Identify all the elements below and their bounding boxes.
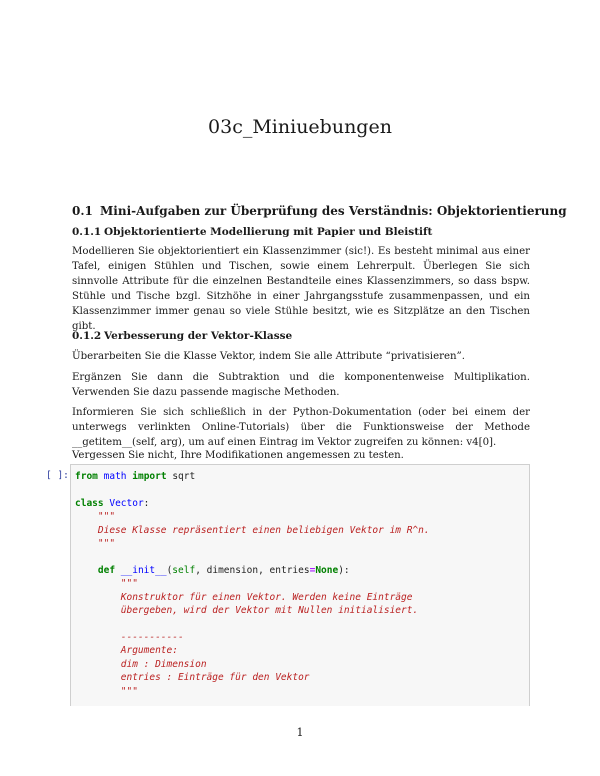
cell-prompt: [ ]: bbox=[46, 470, 69, 481]
section-number: 0.1 bbox=[72, 204, 93, 218]
import-name: sqrt bbox=[172, 471, 196, 482]
docstring-line: Konstruktor für einen Vektor. Werden keine Einträge bbox=[120, 591, 413, 603]
section-title: Mini-Aufgaben zur Überprüfung des Verständnis: Objektorientierung bbox=[100, 204, 567, 218]
paragraph-privatize: Überarbeiten Sie die Klasse Vektor, indem Sie alle Attribute “privatisieren”. bbox=[72, 351, 466, 362]
docstring-line: Argumente: bbox=[120, 645, 178, 657]
subsection-title-1: Objektorientierte Modellierung mit Papier und Bleistift bbox=[104, 226, 433, 238]
subsection-heading-2 bbox=[72, 330, 292, 342]
none-constant: None bbox=[315, 564, 339, 576]
docstring-line: ----------- bbox=[120, 631, 184, 643]
code-block: from math import sqrt class Vector: """ Diese Klasse repräsentiert einen beliebigen Vektor im R^n. """ def __init__(self, dimension, entries=None): """ Konstruktor für einen Vektor. Werden keine Einträge übergeben, wird der Vektor mit Nullen initialisiert. ----------- Argumente: dim : Dimension entries : Einträge für den Vektor """ bbox=[75, 471, 430, 697]
paragraph-testing: Vergessen Sie nicht, Ihre Modifikationen angemessen zu testen. bbox=[72, 450, 404, 461]
module-name: math bbox=[103, 471, 127, 482]
subsection-heading-1 bbox=[72, 226, 432, 238]
subsection-title-2: Verbesserung der Vektor-Klasse bbox=[104, 330, 293, 342]
section-heading bbox=[72, 204, 567, 218]
paragraph-magic-methods: Ergänzen Sie dann die Subtraktion und die komponentenweise Multiplikation. Verwenden Sie dazu passende magische Methoden. bbox=[72, 372, 530, 398]
kw-class: class bbox=[75, 497, 104, 509]
class-name: Vector bbox=[109, 497, 144, 509]
docstring-line: entries : Einträge für den Vektor bbox=[120, 672, 310, 684]
paragraph-classroom: Modellieren Sie objektorientiert ein Klassenzimmer (sic!). Es besteht minimal aus einer Tafel, einigen Stühlen und Tischen, sowie einem Lehrerpult. Überlegen Sie sich sinnvolle Attribute für die einzelnen Bestandteile eines Klassenzimmers, so dass bspw. Stühle und Tische bzgl. Sitzhöhe in einer Jahrgangsstufe zusammenpassen, und ein Klassenzimmer immer genau so viele Stühle besitzt, wie es Sitzplätze an den Tischen gibt. bbox=[72, 246, 530, 332]
self-param: self bbox=[172, 564, 196, 576]
document-title: 03c_Miniuebungen bbox=[208, 116, 392, 138]
docstring-line: dim : Dimension bbox=[120, 658, 207, 670]
subsection-number-1: 0.1.1 bbox=[72, 226, 102, 238]
docstring-line: Diese Klasse repräsentiert einen beliebigen Vektor im R^n. bbox=[97, 524, 430, 536]
paragraph-getitem: Informieren Sie sich schließlich in der Python-Dokumentation (oder bei einem der unterwegs verlinkten Online-Tutorials) über die Funktionsweise der Methode __getitem__(self, arg), um auf einen Eintrag im Vektor zugreifen zu können: v4[0]. bbox=[72, 407, 530, 448]
code-cell[interactable] bbox=[70, 464, 530, 706]
kw-def: def bbox=[97, 564, 116, 576]
kw-import: import bbox=[132, 471, 167, 482]
docstring-line: übergeben, wird der Vektor mit Nullen initialisiert. bbox=[120, 605, 419, 617]
kw-from: from bbox=[75, 471, 98, 482]
method-name: __init__ bbox=[120, 564, 167, 576]
subsection-number-2: 0.1.2 bbox=[72, 330, 102, 342]
page-number: 1 bbox=[296, 726, 304, 739]
